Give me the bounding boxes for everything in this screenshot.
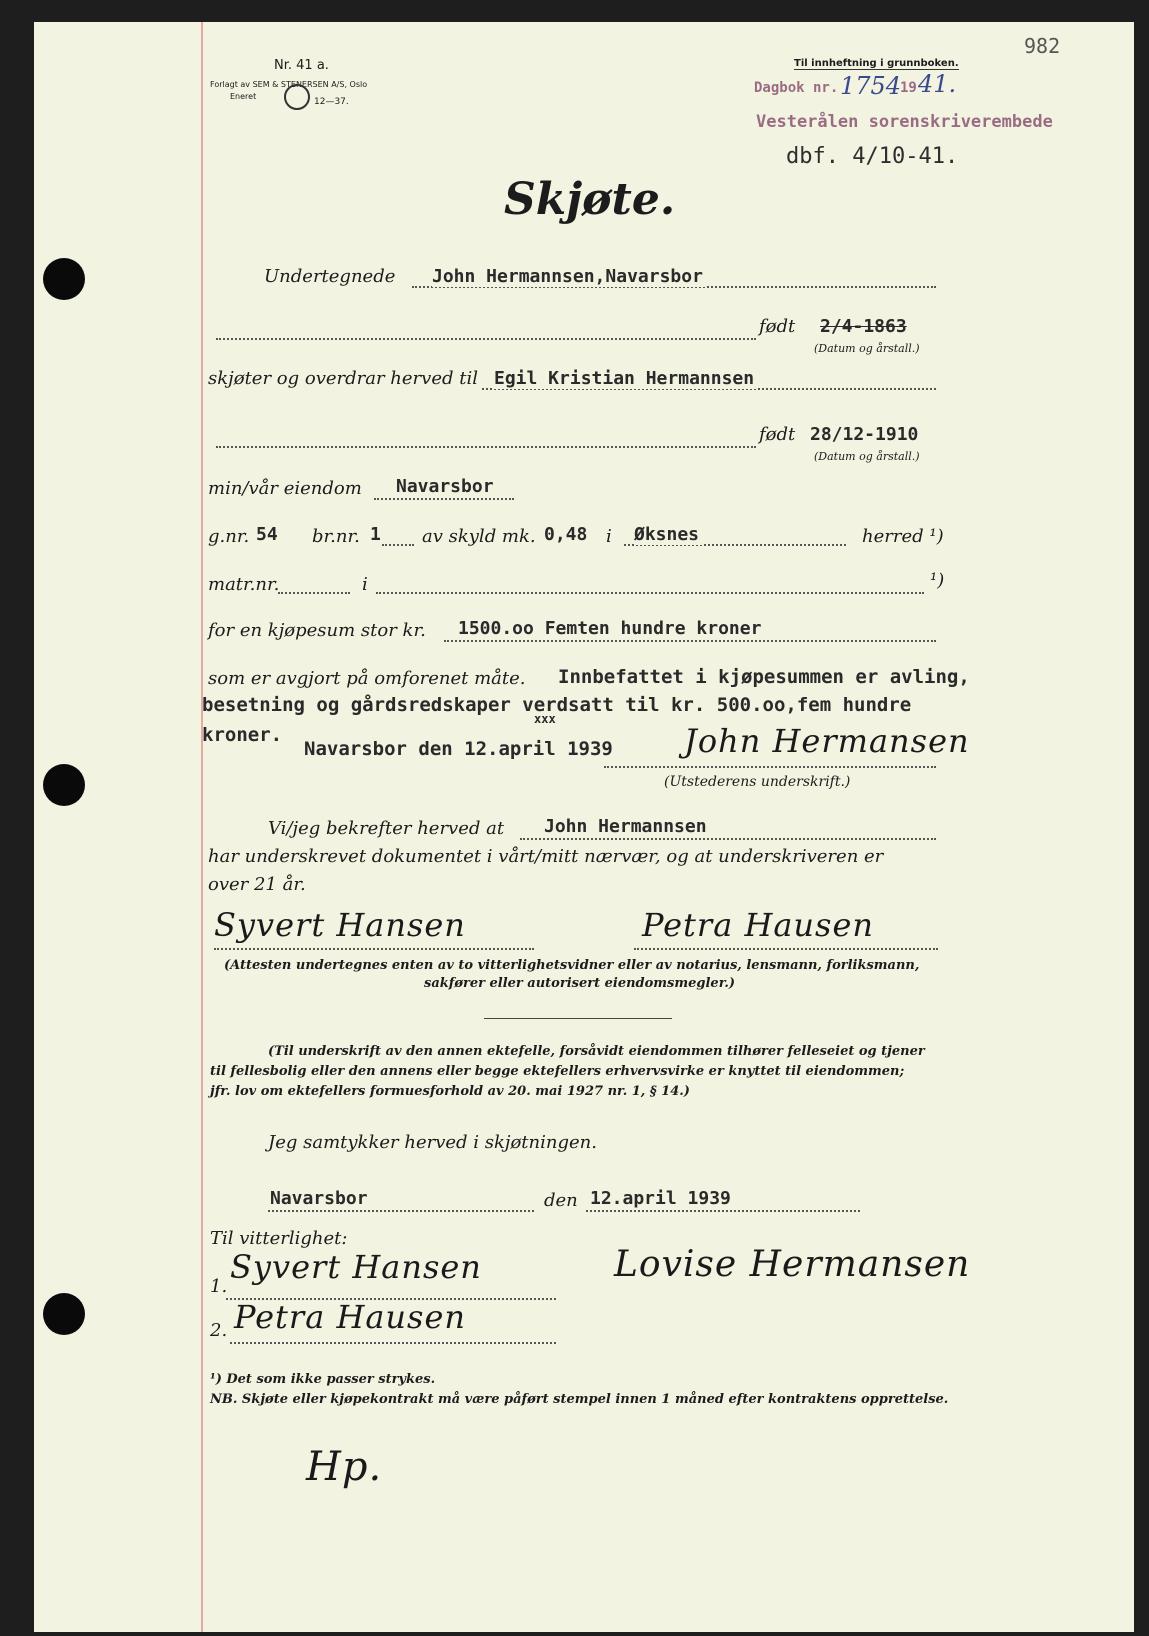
dotted-line [216, 338, 756, 340]
dotted-line [230, 1342, 556, 1344]
consent-den-label: den [544, 1190, 578, 1211]
dotted-line [216, 446, 756, 448]
kjopesum-value: 1500.oo Femten hundre kroner [458, 618, 765, 639]
avgjort-line2: besetning og gårdsredskaper verdsatt til kr. 500.oo,fem hundre [202, 694, 912, 716]
confirm-line3: over 21 år. [208, 874, 306, 895]
avgjort-label: som er avgjort på omforenet måte. [208, 668, 526, 689]
fodt-label: født [759, 424, 796, 445]
herred-value: Øksnes [634, 524, 703, 545]
form-publisher: Forlagt av SEM & STENERSEN A/S, Oslo [210, 80, 368, 89]
gnr-value: 54 [256, 524, 278, 545]
consent-text: Jeg samtykker herved i skjøtningen. [268, 1132, 597, 1153]
undertegnede-label: Undertegnede [264, 266, 396, 287]
footnote-nb: NB. Skjøte eller kjøpekontrakt må være påført stempel innen 1 måned efter kontraktens opprettelse. [210, 1392, 949, 1407]
spouse-signature: Lovise Hermansen [614, 1244, 971, 1285]
skyld-label: av skyld mk. [422, 526, 536, 547]
datum-hint: (Datum og årstall.) [814, 450, 920, 463]
avgjort-line3: kroner. [202, 724, 283, 746]
witness2-signature: Petra Hausen [642, 906, 874, 944]
dotted-line [520, 838, 936, 840]
stamp-dbf: dbf. 4/10-41. [786, 144, 959, 169]
dotted-line [278, 592, 350, 594]
spouse-note-line2: til fellesbolig eller den annens eller begge ektefellers erhvervsvirke er knyttet til eiendommen; [210, 1064, 905, 1079]
kjopesum-label: for en kjøpesum stor kr. [208, 620, 426, 641]
witness2-number: 2. [210, 1320, 228, 1341]
spouse-note-line1: (Til underskrift av den annen ektefelle, forsåvidt eiendommen tilhører felleseiet og tjener [268, 1044, 925, 1059]
divider [484, 1018, 672, 1019]
confirm-name: John Hermannsen [544, 816, 711, 837]
dotted-line [268, 1210, 534, 1212]
skjoter-label: skjøter og overdrar herved til [208, 368, 478, 389]
form-reprint: Eneret [230, 92, 257, 101]
avgjort-strike: xxx [534, 712, 556, 726]
dotted-line [586, 1210, 860, 1212]
stamp-dagbok-number: 1754 [840, 72, 902, 100]
punch-hole [43, 1293, 85, 1335]
place-date: Navarsbor den 12.april 1939 [304, 738, 613, 760]
initials: Hp. [306, 1444, 383, 1490]
witness1-number: 1. [210, 1276, 228, 1297]
eiendom-label: min/vår eiendom [208, 478, 362, 499]
fodt1-value: 2/4-1863 [820, 316, 907, 337]
issuer-caption: (Utstederens underskrift.) [664, 774, 851, 790]
dotted-line [382, 544, 414, 546]
matr-note: ¹) [930, 570, 945, 591]
punch-hole [43, 764, 85, 806]
confirm-line2: har underskrevet dokumentet i vårt/mitt nærvær, og at underskriveren er [208, 846, 884, 867]
page-number: 982 [1024, 34, 1061, 58]
consent-date: 12.april 1939 [590, 1188, 735, 1209]
consent-place: Navarsbor [270, 1188, 372, 1209]
stamp-office: Vesterålen sorenskriverembede [756, 112, 1053, 132]
dotted-line [214, 948, 534, 950]
stamp-dagbok-label: Dagbok nr. [754, 80, 839, 96]
punch-hole [43, 258, 85, 300]
matr-i: i [362, 574, 368, 595]
footnote-1: ¹) Det som ikke passer strykes. [210, 1372, 436, 1387]
eiendom-value: Navarsbor [396, 476, 498, 497]
document-page [34, 22, 1134, 1632]
confirm-label: Vi/jeg bekrefter herved at [268, 818, 505, 839]
vitterlighet-witness1: Syvert Hansen [230, 1248, 482, 1286]
attest-note-line2: sakfører eller autorisert eiendomsmegler.) [424, 976, 736, 991]
vitterlighet-label: Til vitterlighet: [210, 1228, 348, 1249]
datum-hint: (Datum og årstall.) [814, 342, 920, 355]
dotted-line [376, 592, 924, 594]
avgjort-line1: Innbefattet i kjøpesummen er avling, [558, 666, 970, 688]
stamp-line1: Til innheftning i grunnboken. [794, 58, 959, 69]
gnr-label: g.nr. [208, 526, 250, 547]
brnr-label: br.nr. [312, 526, 360, 547]
i-label: i [606, 526, 612, 547]
issuer-signature: John Hermansen [684, 722, 970, 760]
form-edition: 12—37. [314, 97, 349, 107]
fodt2-value: 28/12-1910 [810, 424, 919, 445]
dotted-line [604, 766, 936, 768]
fodt-label: født [759, 316, 796, 337]
witness1-signature: Syvert Hansen [214, 906, 466, 944]
attest-note-line1: (Attesten undertegnes enten av to vitterlighetsvidner eller av notarius, lensmann, forliksmann, [224, 958, 920, 973]
document-title: Skjøte. [504, 174, 676, 225]
stamp-year: 41. [918, 70, 957, 98]
undertegnede-value: John Hermannsen,Navarsbor [432, 266, 707, 287]
skyld-value: 0,48 [544, 524, 588, 545]
dotted-line [444, 640, 936, 642]
brnr-value: 1 [370, 524, 381, 545]
matr-label: matr.nr. [208, 574, 280, 595]
skjoter-value: Egil Kristian Hermannsen [494, 368, 758, 389]
stamp-year-prefix: 19 [900, 80, 917, 96]
publisher-logo-icon [284, 84, 310, 110]
margin-line [201, 22, 203, 1632]
vitterlighet-witness2: Petra Hausen [234, 1298, 466, 1336]
herred-label: herred ¹) [862, 526, 944, 547]
dotted-line [634, 948, 938, 950]
spouse-note-line3: jfr. lov om ektefellers formuesforhold av 20. mai 1927 nr. 1, § 14.) [210, 1084, 690, 1099]
dotted-line [374, 498, 514, 500]
form-number: Nr. 41 a. [274, 58, 329, 73]
